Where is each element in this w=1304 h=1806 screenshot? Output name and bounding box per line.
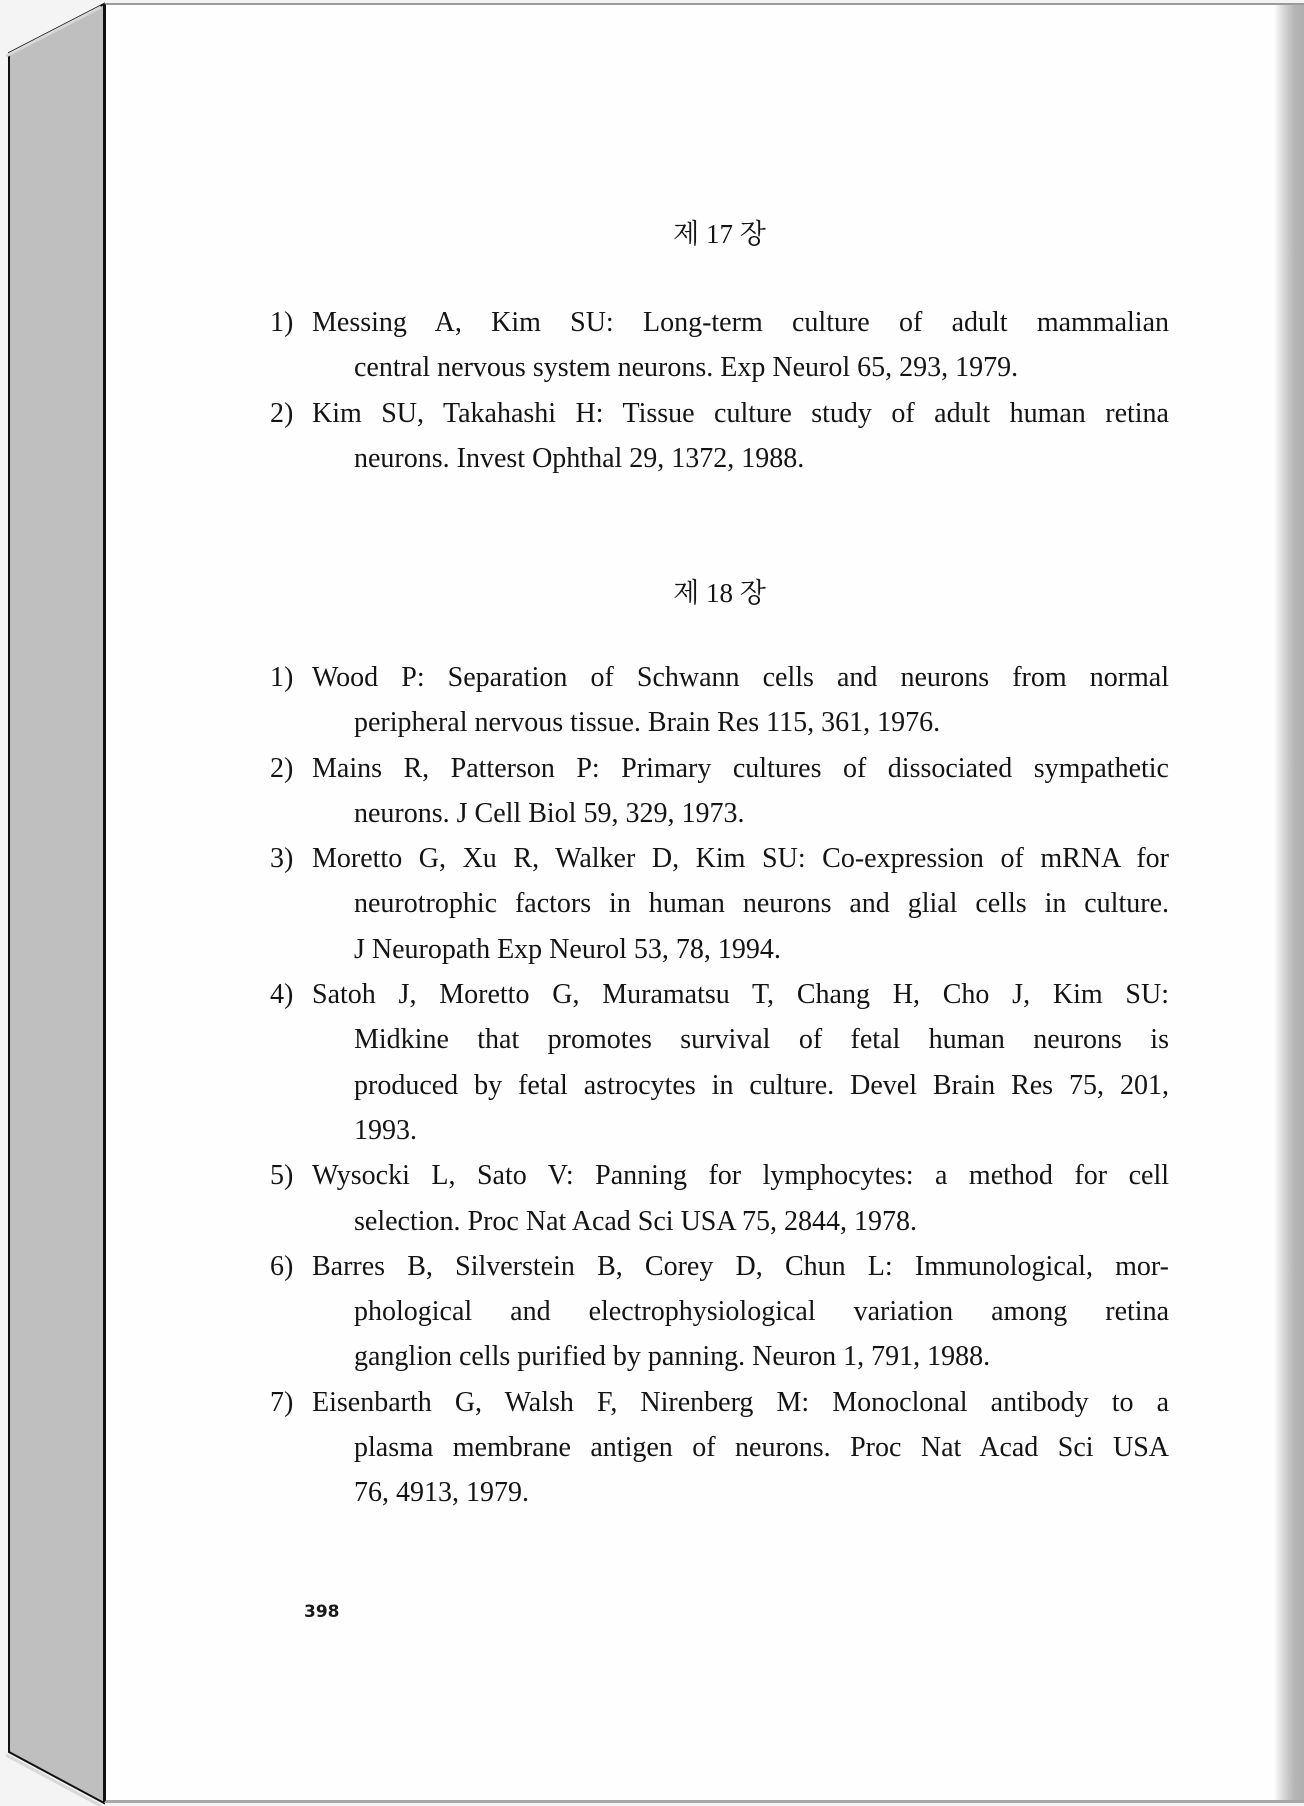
reference-number: 1) [270, 662, 294, 693]
page-number: 398 [304, 1602, 340, 1622]
reference-continuation-line: 76, 4913, 1979. [354, 1477, 529, 1509]
chapter-18-heading: 제 18 장 [673, 578, 766, 608]
reference-continuation-line: selection. Proc Nat Acad Sci USA 75, 2844, 1978. [354, 1205, 918, 1237]
reference-continuation-line: peripheral nervous tissue. Brain Res 115, 361, 1976. [354, 707, 941, 739]
reference-number: 4) [270, 979, 294, 1011]
reference-continuation-line: 1993. [354, 1114, 417, 1146]
reference-continuation-line: Midkine that promotes survival of fetal human neurons is [354, 1024, 1169, 1056]
reference-item [270, 836, 1169, 972]
reference-item [270, 1153, 1169, 1244]
reference-continuation-line: central nervous system neurons. Exp Neurol 65, 293, 1979. [354, 352, 1019, 384]
reference-continuation-line: produced by fetal astrocytes in culture. Devel Brain Res 75, 201, [354, 1069, 1169, 1101]
spine-face [9, 4, 104, 1803]
reference-first-line: Messing A, Kim SU: Long-term culture of adult mammalian [312, 307, 1169, 338]
reference-item [270, 655, 1169, 746]
reference-continuation-line: J Neuropath Exp Neurol 53, 78, 1994. [354, 933, 781, 965]
reference-item [270, 391, 1169, 482]
chapter-17-heading: 제 17 장 [673, 219, 766, 249]
reference-continuation-line: phological and electrophysiological variation among retina [354, 1296, 1169, 1328]
reference-item [270, 1380, 1169, 1516]
reference-number: 6) [270, 1250, 294, 1282]
reference-continuation-line: plasma membrane antigen of neurons. Proc Nat Acad Sci USA [354, 1432, 1169, 1464]
reference-number: 1) [270, 307, 294, 338]
reference-continuation-line: neurotrophic factors in human neurons and glial cells in culture. [354, 888, 1169, 920]
reference-item [270, 972, 1169, 1153]
reference-first-line: Moretto G, Xu R, Walker D, Kim SU: Co-expression of mRNA for [312, 843, 1169, 875]
reference-item [270, 300, 1169, 391]
reference-continuation-line: neurons. Invest Ophthal 29, 1372, 1988. [354, 442, 805, 474]
reference-number: 2) [270, 752, 294, 784]
reference-first-line: Wood P: Separation of Schwann cells and neurons from normal [312, 662, 1169, 693]
reference-continuation-line: neurons. J Cell Biol 59, 329, 1973. [354, 797, 745, 829]
reference-item [270, 746, 1169, 837]
reference-first-line: Kim SU, Takahashi H: Tissue culture study of adult human retina [312, 397, 1169, 429]
reference-number: 2) [270, 397, 294, 429]
reference-continuation-line: ganglion cells purified by panning. Neuron 1, 791, 1988. [354, 1341, 991, 1373]
reference-first-line: Eisenbarth G, Walsh F, Nirenberg M: Monoclonal antibody to a [312, 1386, 1169, 1418]
page-edge-shadow [1274, 5, 1304, 1800]
chapter-18-references [270, 655, 1169, 1516]
reference-item [270, 1244, 1169, 1380]
reference-first-line: Mains R, Patterson P: Primary cultures of dissociated sympathetic [312, 752, 1169, 784]
reference-number: 7) [270, 1386, 294, 1418]
reference-first-line: Barres B, Silverstein B, Corey D, Chun L: Immunological, mor- [312, 1250, 1169, 1282]
book-spine [0, 0, 110, 1806]
reference-number: 3) [270, 843, 294, 875]
reference-number: 5) [270, 1160, 294, 1192]
book-page [104, 3, 1304, 1803]
reference-first-line: Satoh J, Moretto G, Muramatsu T, Chang H, Cho J, Kim SU: [312, 979, 1169, 1011]
reference-first-line: Wysocki L, Sato V: Panning for lymphocytes: a method for cell [312, 1160, 1169, 1192]
chapter-17-references [270, 300, 1169, 481]
